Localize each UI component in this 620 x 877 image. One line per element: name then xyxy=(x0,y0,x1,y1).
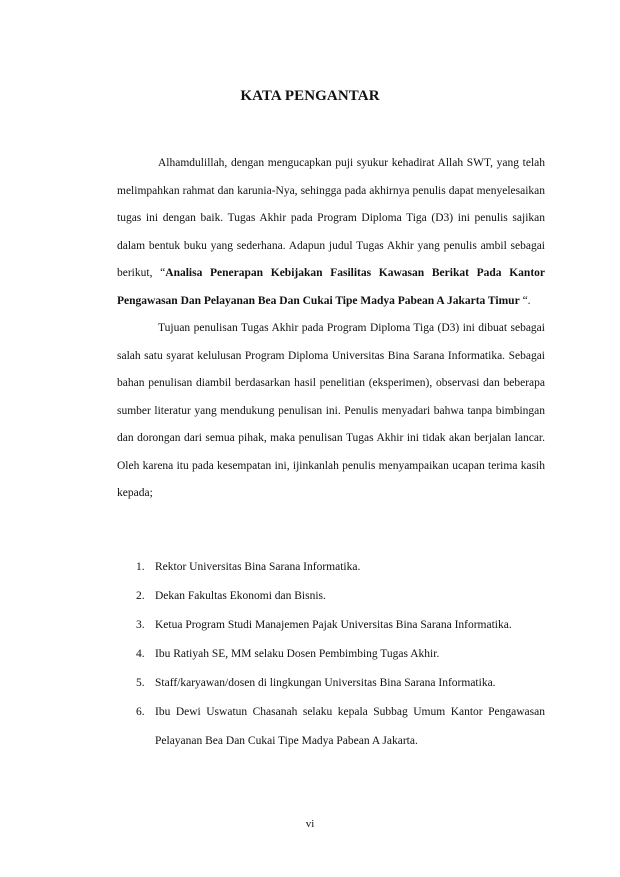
list-item-number: 3. xyxy=(136,619,145,631)
list-item xyxy=(117,582,545,611)
list-item xyxy=(117,611,545,640)
list-item xyxy=(117,669,545,698)
paragraph-intro xyxy=(117,150,545,315)
paragraph-intro-lead: Alhamdulillah, dengan mengucapkan puji syukur kehadirat Allah SWT, yang telah melimpahkan rahmat dan karunia-Nya, sehingga pada akhirnya penulis dapat menyelesaikan tugas ini dengan baik. Tugas Akhir pada Program Diploma Tiga (D3) ini penulis sajikan dalam bentuk buku yang sederhana. Adapun judul Tugas Akhir yang penulis ambil sebagai berikut, “ xyxy=(117,157,545,279)
list-item-text: Ibu Ratiyah SE, MM selaku Dosen Pembimbing Tugas Akhir. xyxy=(155,648,440,660)
thesis-title: Analisa Penerapan Kebijakan Fasilitas Kawasan Berikat Pada Kantor Pengawasan Dan Pelayanan Bea Dan Cukai Tipe Madya Pabean A Jakarta Timur xyxy=(117,267,546,307)
body-text xyxy=(117,150,545,508)
list-item-text: Ketua Program Studi Manajemen Pajak Universitas Bina Sarana Informatika. xyxy=(155,619,512,631)
list-item xyxy=(117,698,545,756)
paragraph-intro-tail: “. xyxy=(519,294,531,307)
paragraph-purpose: Tujuan penulisan Tugas Akhir pada Program Diploma Tiga (D3) ini dibuat sebagai salah satu syarat kelulusan Program Diploma Universitas Bina Sarana Informatika. Sebagai bahan penulisan diambil berdasarkan hasil penelitian (eksperimen), observasi dan beberapa sumber literatur yang mendukung penulisan ini. Penulis menyadari bahwa tanpa bimbingan dan dorongan dari semua pihak, maka penulisan Tugas Akhir ini tidak akan berjalan lancar. Oleh karena itu pada kesempatan ini, ijinkanlah penulis menyampaikan ucapan terima kasih kepada; xyxy=(117,322,545,499)
list-item xyxy=(117,640,545,669)
acknowledgement-list xyxy=(117,553,545,756)
list-item-number: 6. xyxy=(136,706,145,718)
page-number: vi xyxy=(305,818,315,830)
list-item xyxy=(117,553,545,582)
list-item-text: Staff/karyawan/dosen di lingkungan Universitas Bina Sarana Informatika. xyxy=(155,677,496,689)
list-item-number: 2. xyxy=(136,590,145,602)
list-item-number: 5. xyxy=(136,677,145,689)
list-item-number: 1. xyxy=(136,561,145,573)
list-item-text: Rektor Universitas Bina Sarana Informatika. xyxy=(155,561,361,573)
list-item-number: 4. xyxy=(136,648,145,660)
list-item-text: Ibu Dewi Uswatun Chasanah selaku kepala Subbag Umum Kantor Pengawasan Pelayanan Bea Dan Cukai Tipe Madya Pabean A Jakarta. xyxy=(155,706,545,747)
page-title: KATA PENGANTAR xyxy=(240,88,380,104)
list-item-text: Dekan Fakultas Ekonomi dan Bisnis. xyxy=(155,590,326,602)
